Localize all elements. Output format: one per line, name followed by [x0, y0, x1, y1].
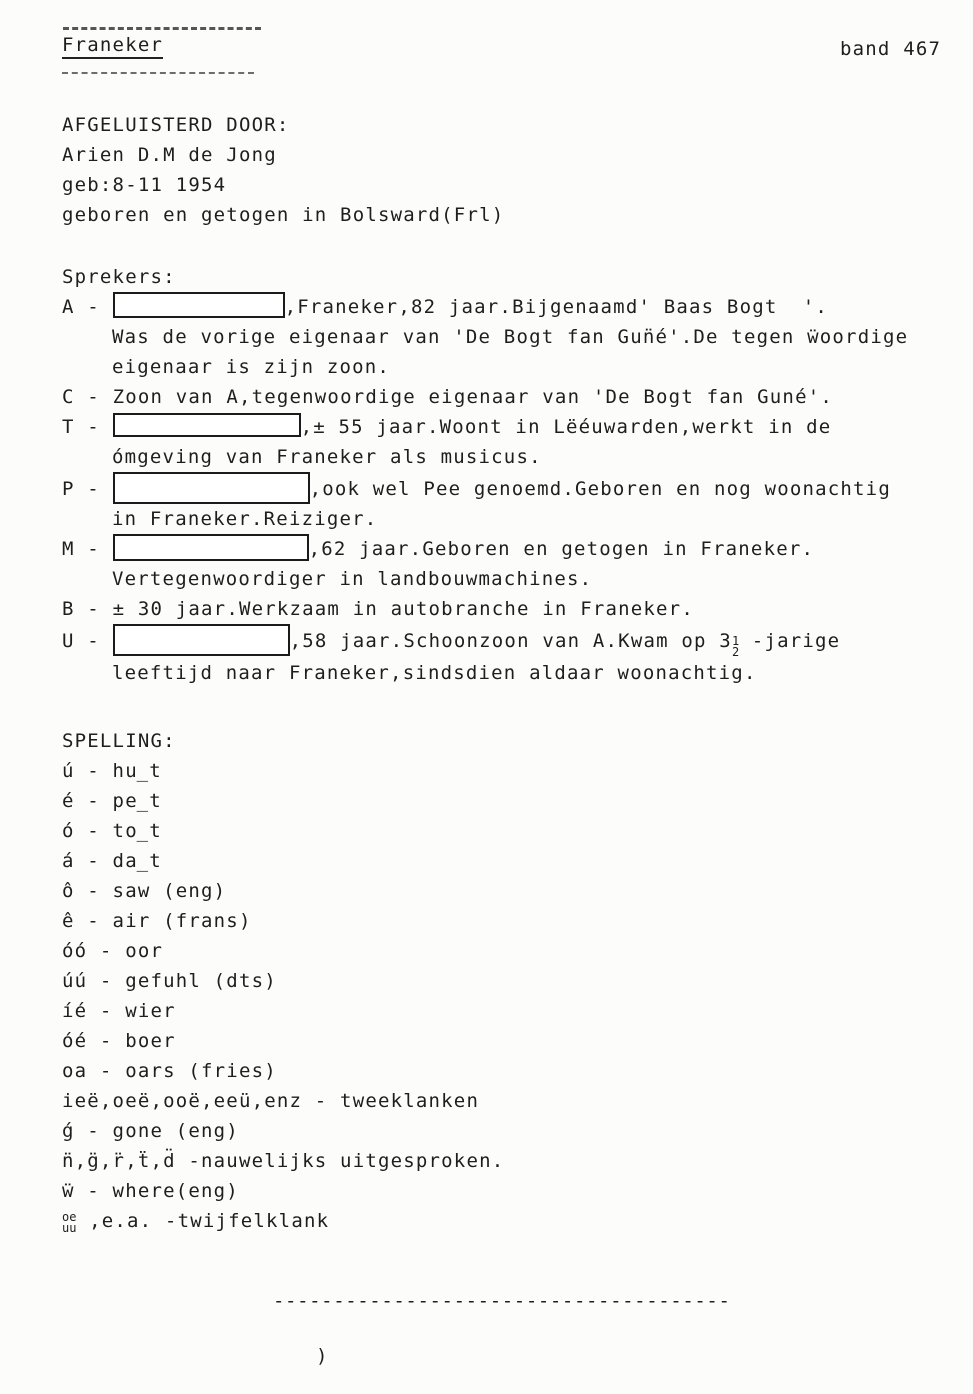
redaction-box: [113, 292, 285, 318]
spelling-entry: ẅ - where(eng): [62, 1180, 239, 1202]
speakers-section: [62, 262, 908, 688]
fraction-denominator: 2: [731, 645, 740, 659]
speaker-line: eigenaar is zijn zoon.: [112, 356, 391, 378]
speaker-line: Was de vorige eigenaar van 'De Bogt fan Gun̈é'.De tegen ẅoordige: [112, 326, 909, 348]
stacked-bottom: uu: [62, 1221, 77, 1235]
dashed-separator: --------------------------------------: [273, 1290, 731, 1312]
spelling-entry: é - pe̲t: [62, 790, 162, 812]
speaker-text: ,Franeker,82 jaar.Bijgenaamd' Baas Bogt '.: [284, 296, 829, 318]
spelling-entry: n̈,g̈,r̈,ẗ,d̈ -nauwelijks uitgesproken.: [62, 1150, 505, 1172]
speaker-entry-b: [62, 594, 908, 624]
afgeluisterd-heading: AFGELUISTERD DOOR:: [62, 114, 290, 136]
spelling-entry: úú - gefuhl (dts): [62, 970, 277, 992]
speaker-text: ,58 jaar.Schoonzoon van A.Kwam op 3: [289, 630, 732, 652]
speaker-line: ómgeving van Franeker als musicus.: [112, 446, 542, 468]
speaker-label: M -: [62, 538, 113, 560]
speaker-entry-a: [62, 292, 908, 382]
speaker-line: [62, 382, 908, 412]
interviewer-name: Arien D.M de Jong: [62, 144, 277, 166]
stray-paren-mark: ): [316, 1345, 329, 1367]
redaction-box: [113, 534, 309, 561]
spelling-entry: oa - oars (fries): [62, 1060, 277, 1082]
speaker-line: [62, 624, 908, 658]
speaker-text: Zoon van A,tegenwoordige eigenaar van 'De Bogt fan Guné'.: [112, 386, 833, 408]
speaker-entry-m: [62, 534, 908, 594]
speaker-text: ,± 55 jaar.Woont in Lëéuwarden,werkt in de: [300, 416, 832, 438]
underline-mark: [62, 72, 254, 74]
spelling-entry: ieë,oeë,ooë,eeü,enz - tweeklanken: [62, 1090, 480, 1112]
spelling-entry-stacked: [62, 1206, 504, 1236]
speaker-label: P -: [62, 478, 113, 500]
speaker-entry-t: [62, 412, 908, 472]
stacked-top: oe: [62, 1210, 77, 1224]
speaker-line: leeftijd naar Franeker,sindsdien aldaar woonachtig.: [112, 662, 757, 684]
spelling-entry: ú - hu̲t: [62, 760, 162, 782]
speaker-label: B -: [62, 598, 113, 620]
redaction-box: [113, 624, 290, 656]
origin-line: geboren en getogen in Bolsward(Frl): [62, 204, 505, 226]
spelling-heading: SPELLING:: [62, 730, 176, 752]
spelling-entry: ó - to̲t: [62, 820, 162, 842]
speaker-label: U -: [62, 630, 113, 652]
spelling-entry: óó - oor: [62, 940, 164, 962]
page-title: Franeker: [62, 34, 163, 59]
speaker-text: ,ook wel Pee genoemd.Geboren en nog woonachtig: [309, 478, 891, 500]
speaker-line: [62, 472, 908, 504]
crossed-out-mark: [63, 27, 261, 30]
fraction-numerator: 1: [731, 634, 740, 648]
birthdate-line: geb:8-11 1954: [62, 174, 227, 196]
speaker-label: A -: [62, 296, 113, 318]
speaker-text: -jarige: [739, 630, 841, 652]
speaker-line: in Franeker.Reiziger.: [112, 508, 378, 530]
spelling-entry: íé - wier: [62, 1000, 176, 1022]
speaker-entry-c: [62, 382, 908, 412]
spelling-entry: ǵ - gone (eng): [62, 1120, 239, 1142]
speaker-label: C -: [62, 386, 113, 408]
speaker-line: [62, 292, 908, 322]
speaker-label: T -: [62, 416, 113, 438]
speaker-line: Vertegenwoordiger in landbouwmachines.: [112, 568, 593, 590]
speaker-line: [62, 594, 908, 624]
spelling-section: [62, 726, 504, 1236]
speaker-entry-p: [62, 472, 908, 534]
interviewer-section: [62, 110, 504, 230]
speaker-entry-u: [62, 624, 908, 688]
spelling-entry: ê - air (frans): [62, 910, 252, 932]
speaker-text: ,62 jaar.Geboren en getogen in Franeker.: [308, 538, 815, 560]
spelling-entry: á - da̲t: [62, 850, 162, 872]
band-number: band 467: [840, 38, 942, 60]
spelling-entry-text: ,e.a. -twijfelklank: [76, 1210, 330, 1232]
redaction-box: [113, 472, 310, 504]
speakers-heading: Sprekers:: [62, 266, 176, 288]
stacked-vowel-symbol: [62, 1212, 76, 1234]
speaker-line: [62, 412, 908, 442]
redaction-box: [113, 413, 301, 437]
speaker-line: [62, 534, 908, 564]
spelling-entry: ô - saw (eng): [62, 880, 227, 902]
speaker-text: ± 30 jaar.Werkzaam in autobranche in Franeker.: [112, 598, 694, 620]
spelling-entry: óé - boer: [62, 1030, 176, 1052]
